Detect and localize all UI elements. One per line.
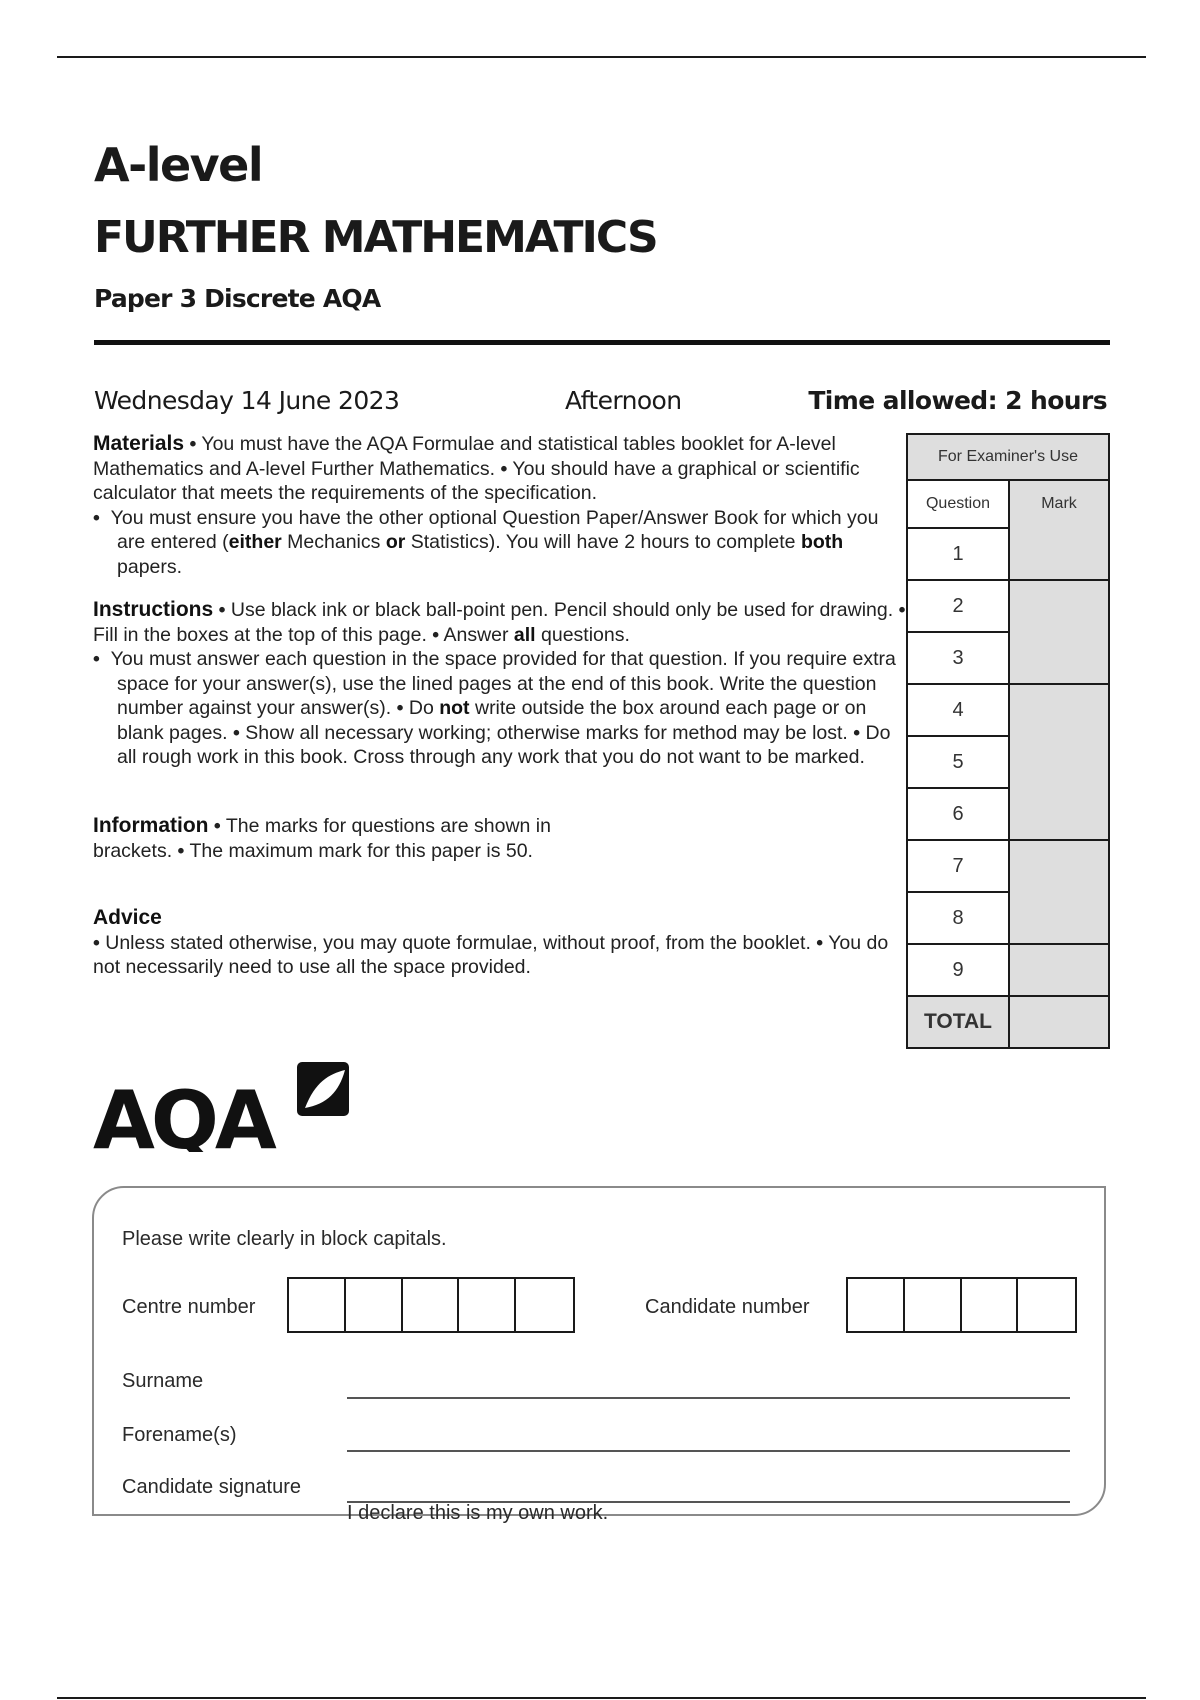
forename-label: Forename(s) — [122, 1424, 237, 1446]
mark-cell — [1009, 944, 1109, 996]
aqa-logo — [93, 1062, 353, 1152]
bottom-rule — [57, 1697, 1146, 1699]
mark-cell — [1009, 840, 1109, 944]
bullet: • — [189, 433, 197, 455]
qualification-level: A-level — [94, 138, 263, 192]
question-number: 8 — [907, 892, 1009, 944]
mark-column-header: Mark — [1009, 480, 1109, 580]
candidate-number-input[interactable] — [846, 1277, 1077, 1333]
question-number: 3 — [907, 632, 1009, 684]
instructions-text-4: You must answer each question in the space provided for that question. If you require extra space for your answer(s), use the lined pages at the end of this book. Write the question number against your answer(s). — [110, 648, 896, 719]
emphasis-or: or — [385, 531, 406, 553]
total-label: TOTAL — [907, 996, 1009, 1048]
information-section — [93, 814, 593, 863]
bullet: • — [432, 623, 440, 646]
emphasis-both: both — [800, 531, 844, 553]
total-mark-cell — [1009, 996, 1109, 1048]
instructions-text-5b: write outside the box around each page or on blank pages. — [117, 697, 867, 744]
aqa-logo-graphic — [93, 1062, 353, 1152]
instructions-text-3b: questions. — [535, 623, 630, 646]
question-number: 7 — [907, 840, 1009, 892]
aqa-logo-text: AQA — [93, 1074, 273, 1152]
information-text-1: The marks for questions are shown in brackets. — [93, 815, 551, 862]
question-number: 4 — [907, 684, 1009, 736]
digit-box[interactable] — [289, 1279, 346, 1331]
materials-text-3: You must ensure you have the other optional Question Paper/Answer Book for which you are entered ( — [110, 506, 879, 553]
bullet: • — [218, 599, 226, 621]
question-number: 5 — [907, 736, 1009, 788]
bullet: • — [93, 931, 100, 954]
top-rule — [57, 56, 1146, 58]
signature-label: Candidate signature — [122, 1476, 302, 1498]
title-divider — [94, 340, 1110, 345]
digit-box[interactable] — [1018, 1279, 1075, 1331]
paper-title: Paper 3 Discrete AQA — [94, 284, 381, 313]
instructions-heading: Instructions — [93, 598, 214, 621]
declaration-text: I declare this is my own work. — [347, 1502, 609, 1524]
bullet: • — [93, 648, 100, 670]
materials-text-3c: Statistics). You will have 2 hours to complete — [405, 531, 801, 553]
instructions-section — [93, 598, 908, 770]
emphasis-not: not — [439, 697, 470, 719]
materials-text-2: You should have a graphical or scientific calculator that meets the requirements of the specification. — [93, 457, 860, 504]
digit-box[interactable] — [346, 1279, 403, 1331]
materials-section — [93, 432, 908, 579]
centre-number-label: Centre number — [122, 1296, 256, 1318]
question-number: 6 — [907, 788, 1009, 840]
question-number: 9 — [907, 944, 1009, 996]
forename-input[interactable] — [347, 1450, 1070, 1452]
information-heading: Information — [93, 814, 209, 837]
bullet: • — [93, 506, 100, 529]
advice-heading: Advice — [93, 906, 162, 929]
bullet: • — [233, 721, 240, 744]
instructions-text-1: Use black ink or black ball-point pen. Pencil should only be used for drawing. — [230, 599, 894, 621]
advice-text-2: You do not necessarily need to use all the space provided. — [93, 931, 889, 978]
digit-box[interactable] — [459, 1279, 516, 1331]
bullet: • — [177, 839, 185, 862]
materials-text-3d: papers. — [117, 555, 183, 578]
question-number: 1 — [907, 528, 1009, 580]
candidate-number-label: Candidate number — [645, 1296, 810, 1318]
candidate-details-form — [92, 1186, 1106, 1524]
mark-cell — [1009, 684, 1109, 840]
bullet: • — [816, 931, 824, 954]
bullet: • — [853, 721, 861, 744]
bullet: • — [500, 457, 508, 480]
digit-box[interactable] — [905, 1279, 962, 1331]
instructions-text-3: Answer — [443, 623, 514, 646]
materials-text-3b: Mechanics — [281, 531, 386, 553]
time-allowed: Time allowed: 2 hours — [808, 386, 1107, 415]
instructions-text-2: Fill in the boxes at the top of this page. — [93, 623, 427, 646]
mark-cell — [1009, 580, 1109, 684]
bullet: • — [898, 599, 906, 621]
advice-text-1: Unless stated otherwise, you may quote formulae, without proof, from the booklet. — [105, 931, 811, 954]
emphasis-either: either — [228, 531, 282, 553]
question-column-header: Question — [907, 480, 1009, 528]
instructions-text-7: Do all rough work in this book. Cross through any work that you do not want to be marked. — [117, 721, 891, 768]
surname-input[interactable] — [347, 1397, 1070, 1399]
subject-title: FURTHER MATHEMATICS — [94, 212, 657, 263]
form-instruction: Please write clearly in block capitals. — [122, 1228, 447, 1250]
examiner-use-table — [906, 433, 1110, 1049]
materials-heading: Materials — [93, 432, 185, 455]
digit-box[interactable] — [848, 1279, 905, 1331]
question-number: 2 — [907, 580, 1009, 632]
information-text-2: The maximum mark for this paper is 50. — [189, 839, 533, 862]
digit-box[interactable] — [516, 1279, 573, 1331]
centre-number-input[interactable] — [287, 1277, 575, 1333]
instructions-text-6: Show all necessary working; otherwise marks for method may be lost. — [245, 721, 848, 744]
bullet: • — [213, 815, 221, 837]
surname-label: Surname — [122, 1370, 204, 1392]
exam-session: Afternoon — [565, 386, 682, 415]
advice-section — [93, 906, 908, 980]
instructions-text-5: Do — [408, 697, 440, 719]
materials-text-1: You must have the AQA Formulae and statistical tables booklet for A-level Mathematics and A-level Further Mathematics. — [93, 433, 836, 480]
bullet: • — [396, 697, 404, 719]
emphasis-all: all — [513, 623, 536, 646]
aqa-leaf-icon — [297, 1062, 349, 1116]
digit-box[interactable] — [962, 1279, 1019, 1331]
examiner-table-title: For Examiner's Use — [907, 434, 1109, 480]
digit-box[interactable] — [403, 1279, 460, 1331]
exam-date: Wednesday 14 June 2023 — [94, 386, 400, 415]
